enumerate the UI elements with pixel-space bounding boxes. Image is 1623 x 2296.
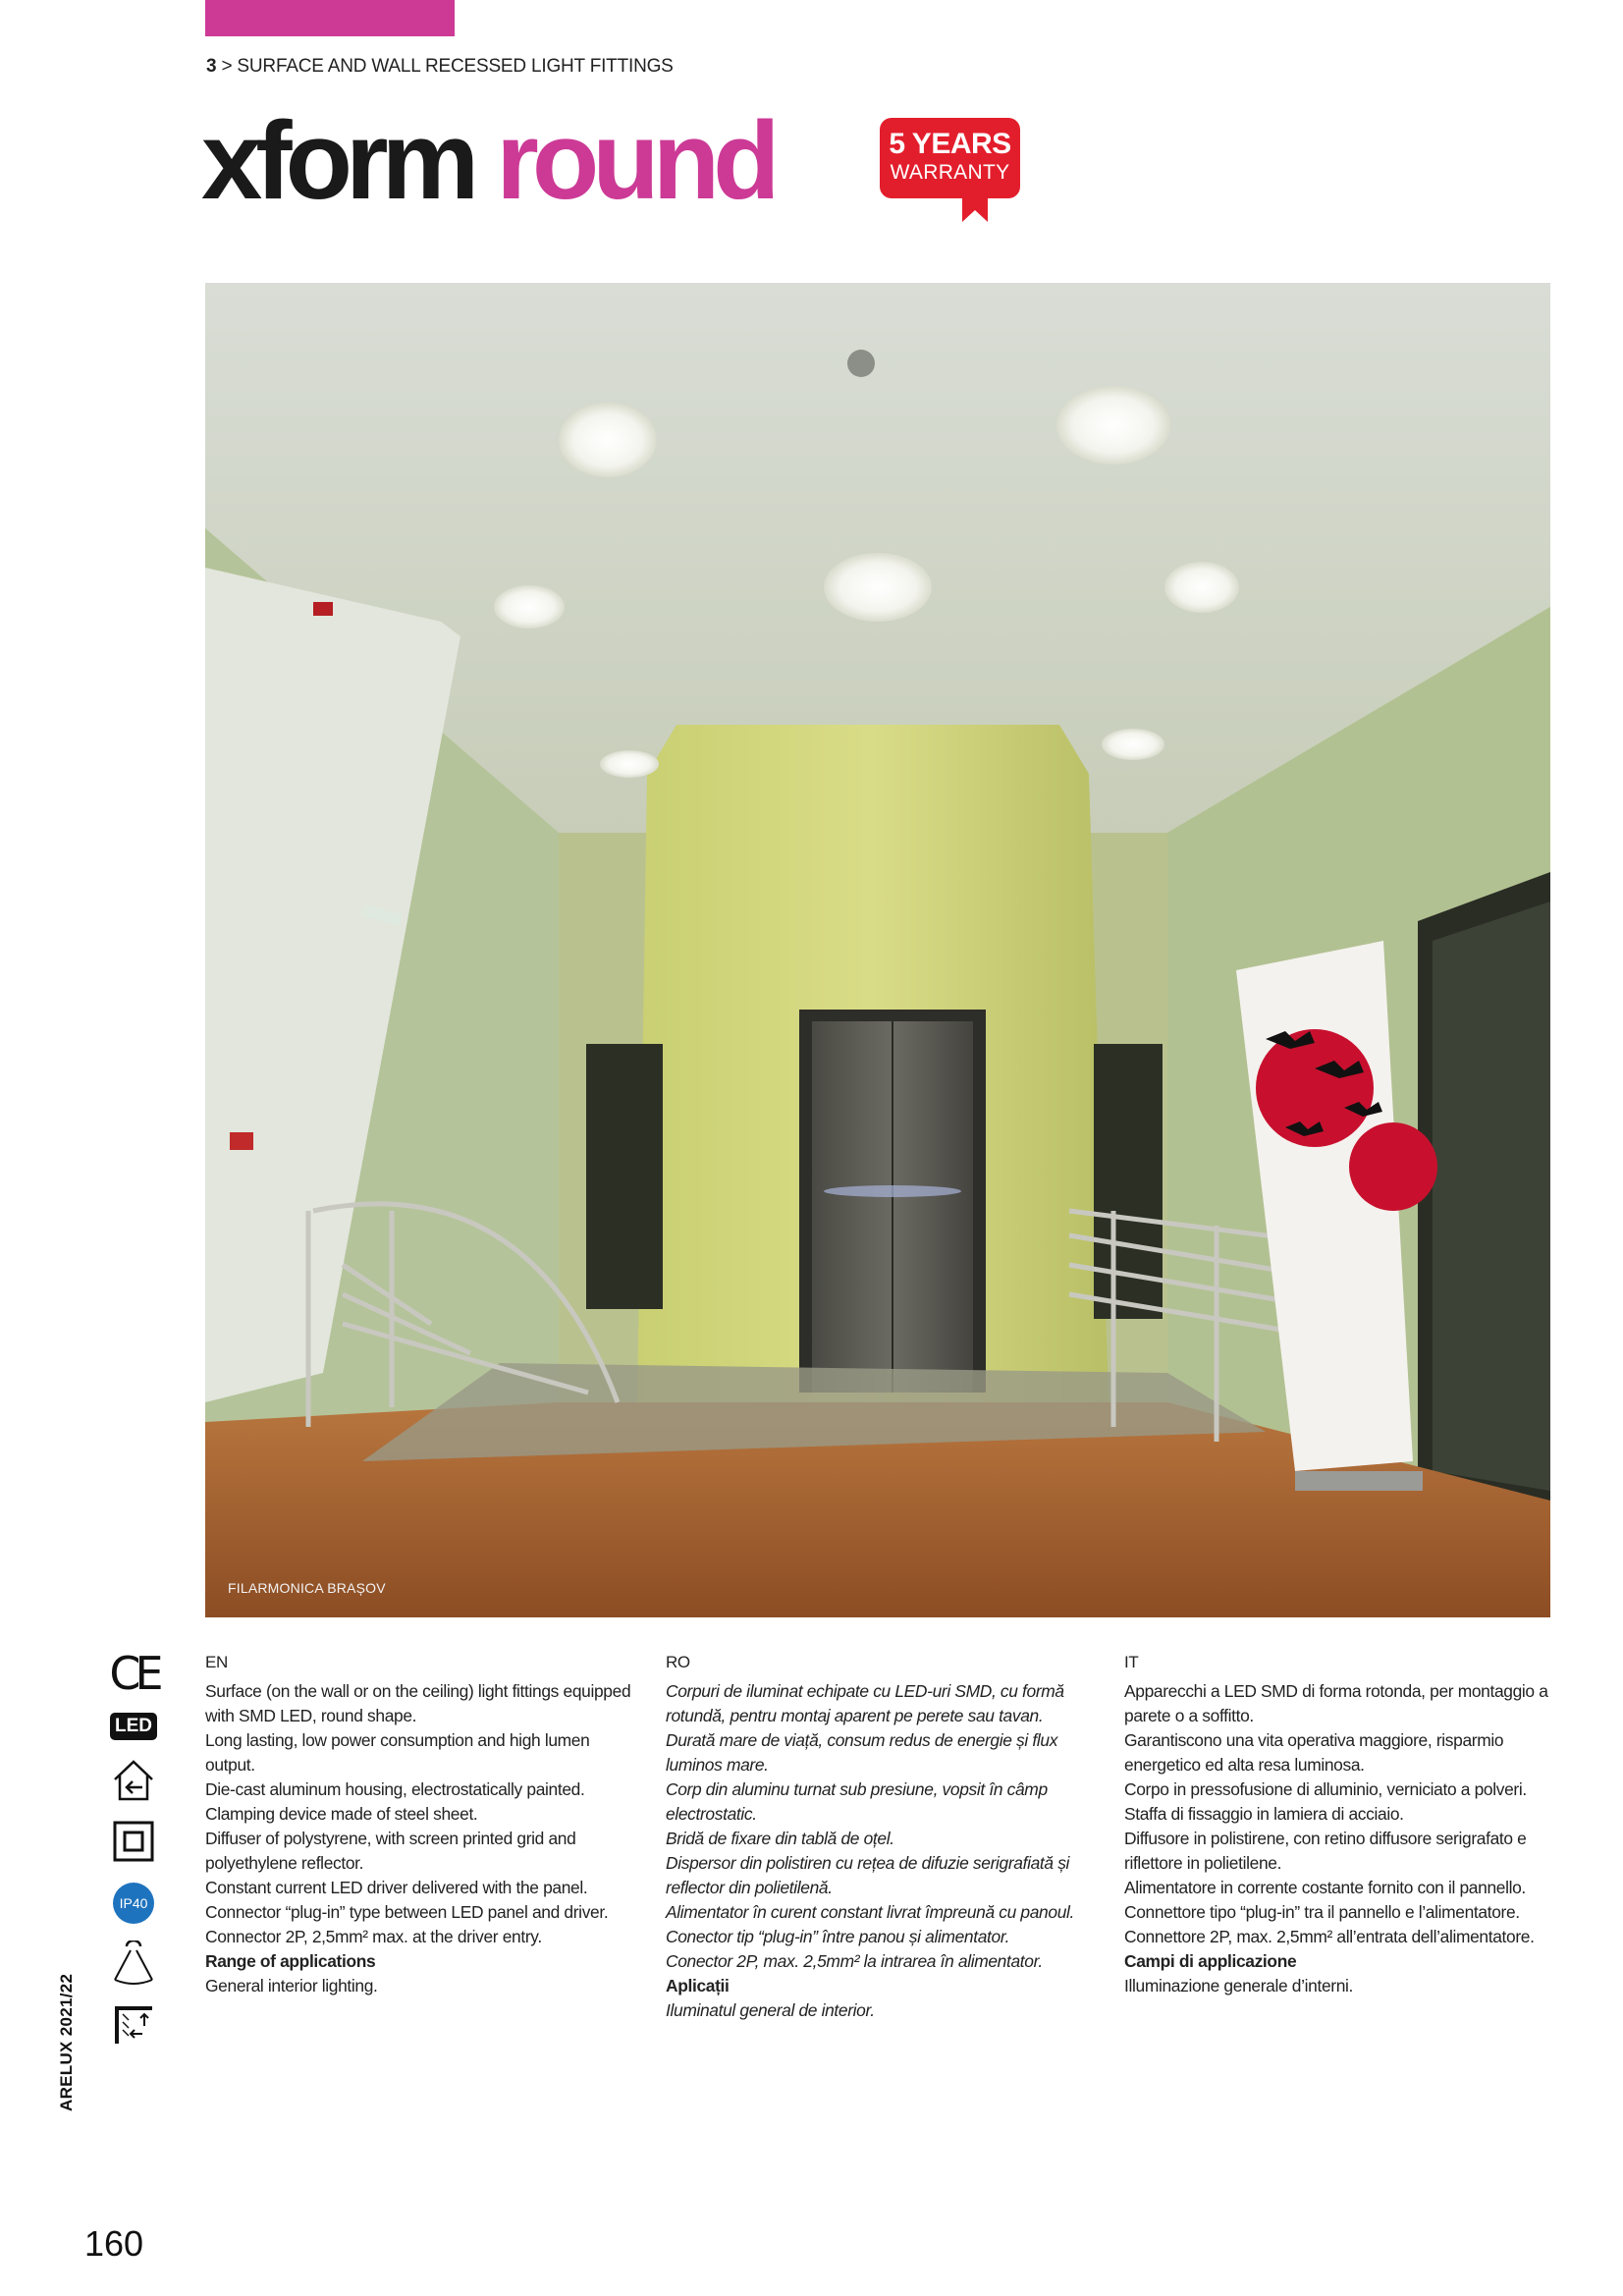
accent-bar bbox=[205, 0, 455, 36]
desc-line-it-5: Alimentatore in corrente costante fornito con il pannello. bbox=[1124, 1878, 1526, 1897]
lang-label-it: IT bbox=[1124, 1653, 1139, 1671]
catalog-edition: ARELUX 2021/22 bbox=[57, 1973, 76, 2111]
desc-line-it-1: Garantiscono una vita operativa maggiore, risparmio energetico ed alta resa luminosa. bbox=[1124, 1730, 1504, 1775]
page-title bbox=[201, 99, 774, 222]
desc-line-en-6: Connector “plug-in” type between LED panel and driver. bbox=[205, 1902, 609, 1922]
desc-line-en-7: Connector 2P, 2,5mm² max. at the driver entry. bbox=[205, 1927, 542, 1946]
ip-rating-text: IP40 bbox=[113, 1883, 154, 1924]
title-part1: xform bbox=[201, 99, 497, 222]
desc-line-ro-2: Corp din aluminu turnat sub presiune, vopsit în câmp electrostatic. bbox=[666, 1779, 1048, 1824]
desc-line-ro-0: Corpuri de iluminat echipate cu LED-uri SMD, cu formă rotundă, pentru montaj aparent pe perete sau tavan. bbox=[666, 1681, 1064, 1725]
indoor-use-icon bbox=[106, 1756, 161, 1805]
led-badge-text: LED bbox=[110, 1713, 157, 1740]
lang-label-en: EN bbox=[205, 1653, 228, 1671]
desc-line-ro-6: Conector tip “plug-in” între panou și alimentator. bbox=[666, 1927, 1010, 1946]
desc-line-en-1: Long lasting, low power consumption and high lumen output. bbox=[205, 1730, 590, 1775]
class-ii-insulation-icon bbox=[106, 1817, 161, 1866]
section-title-en: Range of applications bbox=[205, 1951, 376, 1971]
desc-line-en-0: Surface (on the wall or on the ceiling) light fittings equipped with SMD LED, round shape. bbox=[205, 1681, 631, 1725]
breadcrumb-text: > SURFACE AND WALL RECESSED LIGHT FITTINGS bbox=[216, 56, 674, 77]
section-text-ro: Iluminatul general de interior. bbox=[666, 2000, 875, 2020]
ce-mark-icon: CE bbox=[109, 1647, 158, 1700]
section-text-it: Illuminazione generale d’interni. bbox=[1124, 1976, 1354, 1995]
desc-line-en-2: Die-cast aluminum housing, electrostatically painted. bbox=[205, 1779, 585, 1799]
page-number: 160 bbox=[84, 2223, 144, 2264]
desc-line-en-5: Constant current LED driver delivered with the panel. bbox=[205, 1878, 588, 1897]
photo-caption: FILARMONICA BRAȘOV bbox=[228, 1580, 386, 1596]
desc-line-ro-1: Durată mare de viață, consum redus de energie și flux luminos mare. bbox=[666, 1730, 1058, 1775]
warranty-ribbon-tail bbox=[962, 196, 988, 222]
ip40-icon bbox=[106, 1881, 161, 1926]
section-title-ro: Aplicații bbox=[666, 1976, 730, 1995]
desc-line-it-4: Diffusore in polistirene, con retino diffusore serigrafato e riflettore in polietilene. bbox=[1124, 1829, 1527, 1873]
desc-line-ro-5: Alimentator în curent constant livrat împreună cu panoul. bbox=[666, 1902, 1075, 1922]
desc-line-it-7: Connettore 2P, max. 2,5mm² all’entrata dell’alimentatore. bbox=[1124, 1927, 1535, 1946]
warranty-label: WARRANTY bbox=[890, 161, 1010, 184]
desc-line-it-2: Corpo in pressofusione di alluminio, verniciato a polveri. bbox=[1124, 1779, 1527, 1799]
beam-angle-icon bbox=[106, 1940, 161, 1989]
desc-line-ro-4: Dispersor din polistiren cu rețea de difuzie serigrafiată și reflector din polietilenă. bbox=[666, 1853, 1070, 1897]
desc-line-ro-3: Bridă de fixare din tablă de oțel. bbox=[666, 1829, 894, 1848]
column-ro bbox=[666, 1650, 1098, 2023]
interior-illustration bbox=[205, 283, 1550, 1617]
warranty-years: 5 YEARS bbox=[889, 128, 1011, 160]
desc-line-ro-7: Conector 2P, max. 2,5mm² la intrarea în alimentator. bbox=[666, 1951, 1043, 1971]
section-title-it: Campi di applicazione bbox=[1124, 1951, 1297, 1971]
desc-line-it-0: Apparecchi a LED SMD di forma rotonda, per montaggio a parete o a soffitto. bbox=[1124, 1681, 1548, 1725]
hero-photo bbox=[205, 283, 1550, 1617]
desc-line-en-4: Diffuser of polystyrene, with screen printed grid and polyethylene reflector. bbox=[205, 1829, 576, 1873]
desc-line-it-3: Staffa di fissaggio in lamiera di acciaio. bbox=[1124, 1804, 1404, 1824]
led-icon bbox=[106, 1709, 161, 1744]
column-it bbox=[1124, 1650, 1566, 1998]
section-text-en: General interior lighting. bbox=[205, 1976, 378, 1995]
desc-line-it-6: Connettore tipo “plug-in” tra il pannello e l’alimentatore. bbox=[1124, 1902, 1520, 1922]
desc-line-en-3: Clamping device made of steel sheet. bbox=[205, 1804, 478, 1824]
breadcrumb bbox=[206, 56, 674, 78]
column-en bbox=[205, 1650, 637, 1998]
section-number: 3 bbox=[206, 56, 217, 77]
title-part2: round bbox=[496, 99, 774, 222]
lang-label-ro: RO bbox=[666, 1653, 690, 1671]
warranty-badge bbox=[880, 118, 1020, 224]
surface-mount-icon bbox=[106, 2000, 161, 2050]
